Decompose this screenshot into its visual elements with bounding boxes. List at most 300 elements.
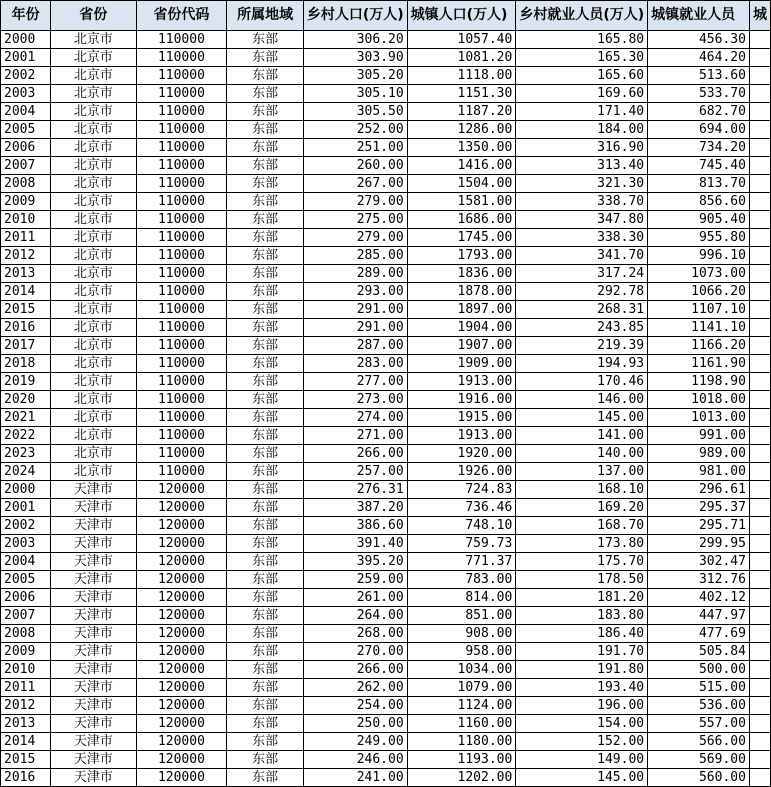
province-cell[interactable]: 天津市 xyxy=(51,697,136,715)
province-cell[interactable]: 北京市 xyxy=(51,85,136,103)
truncated-cell[interactable] xyxy=(749,229,770,247)
rural-employment-cell[interactable]: 154.00 xyxy=(516,715,648,733)
rural-population-cell[interactable]: 277.00 xyxy=(303,373,407,391)
region-cell[interactable]: 东部 xyxy=(227,643,304,661)
province-code-cell[interactable]: 110000 xyxy=(136,193,227,211)
year-cell[interactable]: 2013 xyxy=(1,715,51,733)
region-cell[interactable]: 东部 xyxy=(227,139,304,157)
province-code-cell[interactable]: 120000 xyxy=(136,751,227,769)
rural-employment-cell[interactable]: 317.24 xyxy=(516,265,648,283)
truncated-cell[interactable] xyxy=(749,481,770,499)
header-cell-urban-employment[interactable]: 城镇就业人员 xyxy=(648,1,750,31)
urban-employment-cell[interactable]: 996.10 xyxy=(648,247,750,265)
year-cell[interactable]: 2000 xyxy=(1,31,51,49)
rural-population-cell[interactable]: 249.00 xyxy=(303,733,407,751)
province-cell[interactable]: 天津市 xyxy=(51,769,136,787)
rural-employment-cell[interactable]: 168.70 xyxy=(516,517,648,535)
header-cell-province[interactable]: 省份 xyxy=(51,1,136,31)
region-cell[interactable]: 东部 xyxy=(227,193,304,211)
province-cell[interactable]: 北京市 xyxy=(51,337,136,355)
urban-employment-cell[interactable]: 1073.00 xyxy=(648,265,750,283)
urban-population-cell[interactable]: 1034.00 xyxy=(407,661,516,679)
urban-population-cell[interactable]: 1878.00 xyxy=(407,283,516,301)
province-cell[interactable]: 天津市 xyxy=(51,517,136,535)
province-code-cell[interactable]: 120000 xyxy=(136,607,227,625)
year-cell[interactable]: 2011 xyxy=(1,679,51,697)
rural-employment-cell[interactable]: 170.46 xyxy=(516,373,648,391)
urban-population-cell[interactable]: 1836.00 xyxy=(407,265,516,283)
province-cell[interactable]: 天津市 xyxy=(51,481,136,499)
rural-population-cell[interactable]: 259.00 xyxy=(303,571,407,589)
truncated-cell[interactable] xyxy=(749,607,770,625)
urban-population-cell[interactable]: 1793.00 xyxy=(407,247,516,265)
year-cell[interactable]: 2012 xyxy=(1,247,51,265)
year-cell[interactable]: 2018 xyxy=(1,355,51,373)
year-cell[interactable]: 2009 xyxy=(1,643,51,661)
province-cell[interactable]: 北京市 xyxy=(51,445,136,463)
province-code-cell[interactable]: 110000 xyxy=(136,103,227,121)
rural-employment-cell[interactable]: 181.20 xyxy=(516,589,648,607)
urban-employment-cell[interactable]: 1066.20 xyxy=(648,283,750,301)
province-cell[interactable]: 北京市 xyxy=(51,283,136,301)
truncated-cell[interactable] xyxy=(749,31,770,49)
urban-population-cell[interactable]: 1202.00 xyxy=(407,769,516,787)
rural-employment-cell[interactable]: 173.80 xyxy=(516,535,648,553)
rural-population-cell[interactable]: 266.00 xyxy=(303,445,407,463)
province-cell[interactable]: 北京市 xyxy=(51,31,136,49)
truncated-cell[interactable] xyxy=(749,661,770,679)
region-cell[interactable]: 东部 xyxy=(227,427,304,445)
urban-population-cell[interactable]: 748.10 xyxy=(407,517,516,535)
urban-population-cell[interactable]: 851.00 xyxy=(407,607,516,625)
urban-employment-cell[interactable]: 296.61 xyxy=(648,481,750,499)
urban-employment-cell[interactable]: 566.00 xyxy=(648,733,750,751)
urban-population-cell[interactable]: 1504.00 xyxy=(407,175,516,193)
province-code-cell[interactable]: 110000 xyxy=(136,67,227,85)
province-code-cell[interactable]: 120000 xyxy=(136,697,227,715)
urban-employment-cell[interactable]: 500.00 xyxy=(648,661,750,679)
province-code-cell[interactable]: 110000 xyxy=(136,409,227,427)
rural-employment-cell[interactable]: 338.30 xyxy=(516,229,648,247)
region-cell[interactable]: 东部 xyxy=(227,373,304,391)
rural-population-cell[interactable]: 386.60 xyxy=(303,517,407,535)
rural-employment-cell[interactable]: 165.30 xyxy=(516,49,648,67)
rural-population-cell[interactable]: 293.00 xyxy=(303,283,407,301)
province-cell[interactable]: 北京市 xyxy=(51,391,136,409)
urban-population-cell[interactable]: 1193.00 xyxy=(407,751,516,769)
province-cell[interactable]: 北京市 xyxy=(51,247,136,265)
rural-population-cell[interactable]: 275.00 xyxy=(303,211,407,229)
year-cell[interactable]: 2004 xyxy=(1,103,51,121)
rural-population-cell[interactable]: 260.00 xyxy=(303,157,407,175)
rural-population-cell[interactable]: 270.00 xyxy=(303,643,407,661)
province-code-cell[interactable]: 110000 xyxy=(136,85,227,103)
urban-population-cell[interactable]: 1180.00 xyxy=(407,733,516,751)
rural-employment-cell[interactable]: 313.40 xyxy=(516,157,648,175)
rural-employment-cell[interactable]: 137.00 xyxy=(516,463,648,481)
truncated-cell[interactable] xyxy=(749,49,770,67)
year-cell[interactable]: 2004 xyxy=(1,553,51,571)
region-cell[interactable]: 东部 xyxy=(227,265,304,283)
urban-population-cell[interactable]: 771.37 xyxy=(407,553,516,571)
truncated-cell[interactable] xyxy=(749,733,770,751)
region-cell[interactable]: 东部 xyxy=(227,499,304,517)
truncated-cell[interactable] xyxy=(749,445,770,463)
rural-population-cell[interactable]: 391.40 xyxy=(303,535,407,553)
truncated-cell[interactable] xyxy=(749,679,770,697)
truncated-cell[interactable] xyxy=(749,715,770,733)
rural-employment-cell[interactable]: 152.00 xyxy=(516,733,648,751)
truncated-cell[interactable] xyxy=(749,571,770,589)
region-cell[interactable]: 东部 xyxy=(227,67,304,85)
rural-population-cell[interactable]: 395.20 xyxy=(303,553,407,571)
urban-employment-cell[interactable]: 1161.90 xyxy=(648,355,750,373)
region-cell[interactable]: 东部 xyxy=(227,229,304,247)
province-code-cell[interactable]: 120000 xyxy=(136,625,227,643)
truncated-cell[interactable] xyxy=(749,139,770,157)
rural-population-cell[interactable]: 254.00 xyxy=(303,697,407,715)
truncated-cell[interactable] xyxy=(749,265,770,283)
province-code-cell[interactable]: 110000 xyxy=(136,427,227,445)
urban-population-cell[interactable]: 1151.30 xyxy=(407,85,516,103)
urban-population-cell[interactable]: 1904.00 xyxy=(407,319,516,337)
truncated-cell[interactable] xyxy=(749,67,770,85)
region-cell[interactable]: 东部 xyxy=(227,121,304,139)
rural-population-cell[interactable]: 285.00 xyxy=(303,247,407,265)
year-cell[interactable]: 2016 xyxy=(1,769,51,787)
rural-employment-cell[interactable]: 171.40 xyxy=(516,103,648,121)
rural-employment-cell[interactable]: 183.80 xyxy=(516,607,648,625)
rural-employment-cell[interactable]: 194.93 xyxy=(516,355,648,373)
province-cell[interactable]: 天津市 xyxy=(51,499,136,517)
province-cell[interactable]: 天津市 xyxy=(51,589,136,607)
header-cell-province-code[interactable]: 省份代码 xyxy=(136,1,227,31)
province-code-cell[interactable]: 110000 xyxy=(136,265,227,283)
region-cell[interactable]: 东部 xyxy=(227,571,304,589)
truncated-cell[interactable] xyxy=(749,697,770,715)
urban-population-cell[interactable]: 759.73 xyxy=(407,535,516,553)
urban-population-cell[interactable]: 814.00 xyxy=(407,589,516,607)
urban-employment-cell[interactable]: 295.37 xyxy=(648,499,750,517)
province-cell[interactable]: 北京市 xyxy=(51,427,136,445)
truncated-cell[interactable] xyxy=(749,463,770,481)
region-cell[interactable]: 东部 xyxy=(227,319,304,337)
rural-population-cell[interactable]: 261.00 xyxy=(303,589,407,607)
province-code-cell[interactable]: 120000 xyxy=(136,769,227,787)
region-cell[interactable]: 东部 xyxy=(227,517,304,535)
rural-employment-cell[interactable]: 146.00 xyxy=(516,391,648,409)
urban-population-cell[interactable]: 1118.00 xyxy=(407,67,516,85)
truncated-cell[interactable] xyxy=(749,175,770,193)
province-code-cell[interactable]: 120000 xyxy=(136,715,227,733)
year-cell[interactable]: 2010 xyxy=(1,661,51,679)
urban-population-cell[interactable]: 1286.00 xyxy=(407,121,516,139)
province-code-cell[interactable]: 110000 xyxy=(136,211,227,229)
province-code-cell[interactable]: 110000 xyxy=(136,373,227,391)
urban-employment-cell[interactable]: 955.80 xyxy=(648,229,750,247)
province-code-cell[interactable]: 110000 xyxy=(136,157,227,175)
province-cell[interactable]: 北京市 xyxy=(51,319,136,337)
truncated-cell[interactable] xyxy=(749,625,770,643)
year-cell[interactable]: 2024 xyxy=(1,463,51,481)
urban-population-cell[interactable]: 1926.00 xyxy=(407,463,516,481)
province-cell[interactable]: 北京市 xyxy=(51,193,136,211)
urban-population-cell[interactable]: 1686.00 xyxy=(407,211,516,229)
urban-population-cell[interactable]: 1416.00 xyxy=(407,157,516,175)
rural-employment-cell[interactable]: 168.10 xyxy=(516,481,648,499)
province-code-cell[interactable]: 120000 xyxy=(136,733,227,751)
truncated-cell[interactable] xyxy=(749,121,770,139)
region-cell[interactable]: 东部 xyxy=(227,751,304,769)
province-code-cell[interactable]: 110000 xyxy=(136,301,227,319)
rural-employment-cell[interactable]: 316.90 xyxy=(516,139,648,157)
urban-employment-cell[interactable]: 533.70 xyxy=(648,85,750,103)
year-cell[interactable]: 2009 xyxy=(1,193,51,211)
province-cell[interactable]: 北京市 xyxy=(51,229,136,247)
province-code-cell[interactable]: 110000 xyxy=(136,319,227,337)
urban-employment-cell[interactable]: 569.00 xyxy=(648,751,750,769)
rural-population-cell[interactable]: 252.00 xyxy=(303,121,407,139)
rural-population-cell[interactable]: 273.00 xyxy=(303,391,407,409)
year-cell[interactable]: 2002 xyxy=(1,517,51,535)
header-cell-rural-population[interactable]: 乡村人口(万人) xyxy=(303,1,407,31)
province-code-cell[interactable]: 110000 xyxy=(136,337,227,355)
urban-population-cell[interactable]: 1079.00 xyxy=(407,679,516,697)
truncated-cell[interactable] xyxy=(749,391,770,409)
urban-employment-cell[interactable]: 505.84 xyxy=(648,643,750,661)
rural-employment-cell[interactable]: 140.00 xyxy=(516,445,648,463)
year-cell[interactable]: 2001 xyxy=(1,499,51,517)
rural-employment-cell[interactable]: 347.80 xyxy=(516,211,648,229)
urban-employment-cell[interactable]: 536.00 xyxy=(648,697,750,715)
year-cell[interactable]: 2003 xyxy=(1,535,51,553)
truncated-cell[interactable] xyxy=(749,751,770,769)
truncated-cell[interactable] xyxy=(749,373,770,391)
rural-employment-cell[interactable]: 175.70 xyxy=(516,553,648,571)
rural-population-cell[interactable]: 306.20 xyxy=(303,31,407,49)
province-cell[interactable]: 北京市 xyxy=(51,121,136,139)
rural-population-cell[interactable]: 305.20 xyxy=(303,67,407,85)
year-cell[interactable]: 2023 xyxy=(1,445,51,463)
urban-employment-cell[interactable]: 905.40 xyxy=(648,211,750,229)
rural-population-cell[interactable]: 279.00 xyxy=(303,193,407,211)
province-code-cell[interactable]: 110000 xyxy=(136,283,227,301)
region-cell[interactable]: 东部 xyxy=(227,211,304,229)
urban-population-cell[interactable]: 1897.00 xyxy=(407,301,516,319)
year-cell[interactable]: 2005 xyxy=(1,121,51,139)
rural-population-cell[interactable]: 246.00 xyxy=(303,751,407,769)
year-cell[interactable]: 2021 xyxy=(1,409,51,427)
rural-employment-cell[interactable]: 321.30 xyxy=(516,175,648,193)
province-cell[interactable]: 北京市 xyxy=(51,355,136,373)
year-cell[interactable]: 2007 xyxy=(1,607,51,625)
region-cell[interactable]: 东部 xyxy=(227,553,304,571)
header-cell-urban-population[interactable]: 城镇人口(万人) xyxy=(407,1,516,31)
province-code-cell[interactable]: 120000 xyxy=(136,517,227,535)
urban-population-cell[interactable]: 1916.00 xyxy=(407,391,516,409)
truncated-cell[interactable] xyxy=(749,247,770,265)
region-cell[interactable]: 东部 xyxy=(227,409,304,427)
province-cell[interactable]: 北京市 xyxy=(51,301,136,319)
truncated-cell[interactable] xyxy=(749,283,770,301)
region-cell[interactable]: 东部 xyxy=(227,247,304,265)
province-cell[interactable]: 北京市 xyxy=(51,373,136,391)
year-cell[interactable]: 2014 xyxy=(1,733,51,751)
header-cell-region[interactable]: 所属地域 xyxy=(227,1,304,31)
province-code-cell[interactable]: 120000 xyxy=(136,679,227,697)
year-cell[interactable]: 2014 xyxy=(1,283,51,301)
region-cell[interactable]: 东部 xyxy=(227,589,304,607)
year-cell[interactable]: 2017 xyxy=(1,337,51,355)
urban-employment-cell[interactable]: 1198.90 xyxy=(648,373,750,391)
rural-population-cell[interactable]: 287.00 xyxy=(303,337,407,355)
year-cell[interactable]: 2010 xyxy=(1,211,51,229)
header-cell-year[interactable]: 年份 xyxy=(1,1,51,31)
province-code-cell[interactable]: 110000 xyxy=(136,31,227,49)
rural-population-cell[interactable]: 264.00 xyxy=(303,607,407,625)
truncated-cell[interactable] xyxy=(749,85,770,103)
province-cell[interactable]: 北京市 xyxy=(51,139,136,157)
year-cell[interactable]: 2002 xyxy=(1,67,51,85)
truncated-cell[interactable] xyxy=(749,589,770,607)
truncated-cell[interactable] xyxy=(749,553,770,571)
truncated-cell[interactable] xyxy=(749,301,770,319)
urban-population-cell[interactable]: 1913.00 xyxy=(407,373,516,391)
rural-population-cell[interactable]: 291.00 xyxy=(303,319,407,337)
rural-employment-cell[interactable]: 184.00 xyxy=(516,121,648,139)
region-cell[interactable]: 东部 xyxy=(227,355,304,373)
rural-employment-cell[interactable]: 243.85 xyxy=(516,319,648,337)
urban-employment-cell[interactable]: 981.00 xyxy=(648,463,750,481)
year-cell[interactable]: 2022 xyxy=(1,427,51,445)
urban-population-cell[interactable]: 1907.00 xyxy=(407,337,516,355)
rural-employment-cell[interactable]: 169.20 xyxy=(516,499,648,517)
province-code-cell[interactable]: 110000 xyxy=(136,463,227,481)
province-code-cell[interactable]: 110000 xyxy=(136,247,227,265)
year-cell[interactable]: 2005 xyxy=(1,571,51,589)
urban-population-cell[interactable]: 1745.00 xyxy=(407,229,516,247)
region-cell[interactable]: 东部 xyxy=(227,697,304,715)
urban-employment-cell[interactable]: 299.95 xyxy=(648,535,750,553)
province-code-cell[interactable]: 110000 xyxy=(136,355,227,373)
province-code-cell[interactable]: 110000 xyxy=(136,229,227,247)
urban-population-cell[interactable]: 1124.00 xyxy=(407,697,516,715)
urban-employment-cell[interactable]: 513.60 xyxy=(648,67,750,85)
urban-employment-cell[interactable]: 1107.10 xyxy=(648,301,750,319)
region-cell[interactable]: 东部 xyxy=(227,337,304,355)
rural-population-cell[interactable]: 289.00 xyxy=(303,265,407,283)
rural-employment-cell[interactable]: 292.78 xyxy=(516,283,648,301)
urban-population-cell[interactable]: 1057.40 xyxy=(407,31,516,49)
region-cell[interactable]: 东部 xyxy=(227,769,304,787)
rural-population-cell[interactable]: 279.00 xyxy=(303,229,407,247)
region-cell[interactable]: 东部 xyxy=(227,391,304,409)
year-cell[interactable]: 2008 xyxy=(1,625,51,643)
year-cell[interactable]: 2012 xyxy=(1,697,51,715)
province-code-cell[interactable]: 110000 xyxy=(136,139,227,157)
rural-employment-cell[interactable]: 268.31 xyxy=(516,301,648,319)
urban-employment-cell[interactable]: 1141.10 xyxy=(648,319,750,337)
region-cell[interactable]: 东部 xyxy=(227,283,304,301)
province-cell[interactable]: 天津市 xyxy=(51,535,136,553)
region-cell[interactable]: 东部 xyxy=(227,85,304,103)
year-cell[interactable]: 2016 xyxy=(1,319,51,337)
rural-population-cell[interactable]: 387.20 xyxy=(303,499,407,517)
rural-population-cell[interactable]: 303.90 xyxy=(303,49,407,67)
rural-population-cell[interactable]: 268.00 xyxy=(303,625,407,643)
region-cell[interactable]: 东部 xyxy=(227,679,304,697)
year-cell[interactable]: 2006 xyxy=(1,589,51,607)
truncated-cell[interactable] xyxy=(749,103,770,121)
urban-employment-cell[interactable]: 813.70 xyxy=(648,175,750,193)
province-code-cell[interactable]: 110000 xyxy=(136,175,227,193)
urban-employment-cell[interactable]: 989.00 xyxy=(648,445,750,463)
province-cell[interactable]: 北京市 xyxy=(51,211,136,229)
rural-population-cell[interactable]: 283.00 xyxy=(303,355,407,373)
rural-population-cell[interactable]: 257.00 xyxy=(303,463,407,481)
province-cell[interactable]: 天津市 xyxy=(51,607,136,625)
province-cell[interactable]: 天津市 xyxy=(51,715,136,733)
province-code-cell[interactable]: 110000 xyxy=(136,121,227,139)
year-cell[interactable]: 2008 xyxy=(1,175,51,193)
province-code-cell[interactable]: 120000 xyxy=(136,661,227,679)
year-cell[interactable]: 2007 xyxy=(1,157,51,175)
truncated-cell[interactable] xyxy=(749,409,770,427)
year-cell[interactable]: 2006 xyxy=(1,139,51,157)
truncated-cell[interactable] xyxy=(749,769,770,787)
urban-employment-cell[interactable]: 456.30 xyxy=(648,31,750,49)
province-cell[interactable]: 北京市 xyxy=(51,265,136,283)
province-cell[interactable]: 天津市 xyxy=(51,733,136,751)
rural-population-cell[interactable]: 291.00 xyxy=(303,301,407,319)
urban-employment-cell[interactable]: 477.69 xyxy=(648,625,750,643)
province-code-cell[interactable]: 110000 xyxy=(136,391,227,409)
region-cell[interactable]: 东部 xyxy=(227,607,304,625)
urban-employment-cell[interactable]: 1166.20 xyxy=(648,337,750,355)
urban-employment-cell[interactable]: 302.47 xyxy=(648,553,750,571)
rural-employment-cell[interactable]: 341.70 xyxy=(516,247,648,265)
rural-employment-cell[interactable]: 145.00 xyxy=(516,409,648,427)
rural-population-cell[interactable]: 262.00 xyxy=(303,679,407,697)
region-cell[interactable]: 东部 xyxy=(227,301,304,319)
region-cell[interactable]: 东部 xyxy=(227,157,304,175)
header-cell-truncated[interactable]: 城 xyxy=(749,1,770,31)
province-cell[interactable]: 北京市 xyxy=(51,103,136,121)
urban-population-cell[interactable]: 958.00 xyxy=(407,643,516,661)
year-cell[interactable]: 2011 xyxy=(1,229,51,247)
province-code-cell[interactable]: 110000 xyxy=(136,445,227,463)
province-cell[interactable]: 北京市 xyxy=(51,409,136,427)
province-cell[interactable]: 北京市 xyxy=(51,67,136,85)
province-cell[interactable]: 北京市 xyxy=(51,175,136,193)
rural-employment-cell[interactable]: 191.70 xyxy=(516,643,648,661)
truncated-cell[interactable] xyxy=(749,319,770,337)
province-cell[interactable]: 天津市 xyxy=(51,679,136,697)
rural-employment-cell[interactable]: 145.00 xyxy=(516,769,648,787)
urban-population-cell[interactable]: 1909.00 xyxy=(407,355,516,373)
province-code-cell[interactable]: 120000 xyxy=(136,499,227,517)
rural-employment-cell[interactable]: 196.00 xyxy=(516,697,648,715)
rural-employment-cell[interactable]: 193.40 xyxy=(516,679,648,697)
urban-employment-cell[interactable]: 734.20 xyxy=(648,139,750,157)
urban-population-cell[interactable]: 736.46 xyxy=(407,499,516,517)
urban-employment-cell[interactable]: 694.00 xyxy=(648,121,750,139)
rural-employment-cell[interactable]: 178.50 xyxy=(516,571,648,589)
province-cell[interactable]: 天津市 xyxy=(51,625,136,643)
province-cell[interactable]: 天津市 xyxy=(51,751,136,769)
urban-employment-cell[interactable]: 557.00 xyxy=(648,715,750,733)
truncated-cell[interactable] xyxy=(749,499,770,517)
